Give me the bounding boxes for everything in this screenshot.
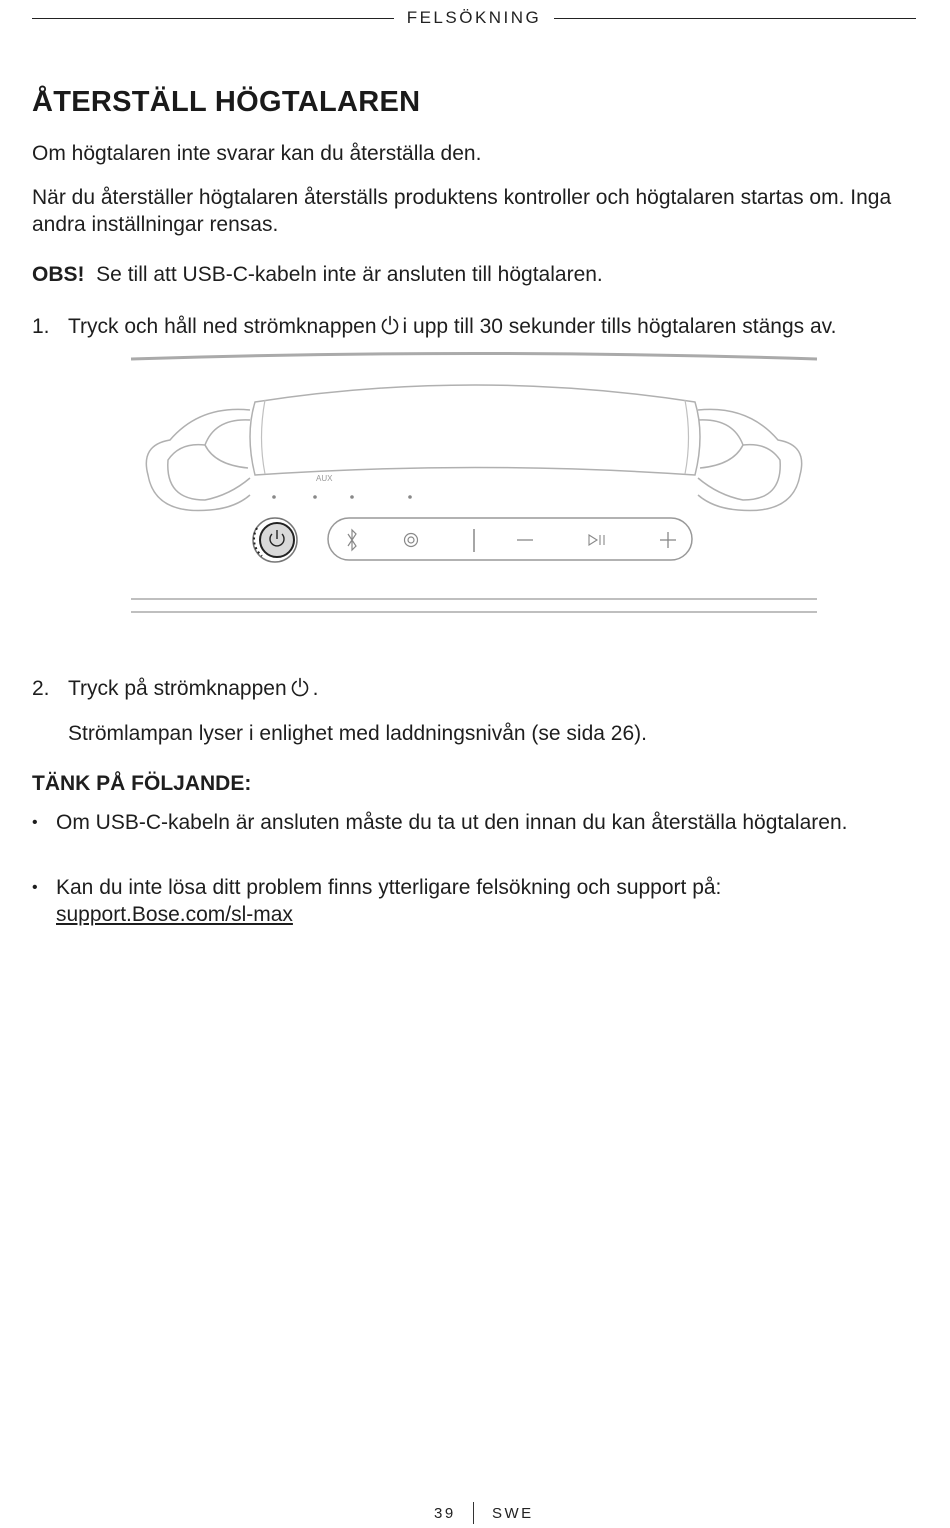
bullet-text-main: Kan du inte lösa ditt problem finns ytterligare felsökning och support på: [56, 876, 722, 899]
step-text-end: . [312, 677, 319, 700]
note [32, 261, 912, 288]
speaker-illustration [120, 350, 830, 625]
step-text-start: Tryck och håll ned strömknappen [68, 315, 377, 338]
intro-text: Om högtalaren inte svarar kan du återställa den. [32, 142, 482, 165]
page-header [32, 6, 916, 32]
section-label: FELSÖKNING [406, 8, 542, 27]
bullet-icon: • [32, 814, 38, 831]
page-title: ÅTERSTÄLL HÖGTALAREN [32, 86, 421, 118]
bullet-icon: • [32, 879, 38, 896]
step-number: 1. [32, 315, 50, 338]
footer-divider [473, 1502, 474, 1524]
step-text-start: Tryck på strömknappen [68, 677, 287, 700]
bullet-text: Om USB-C-kabeln är ansluten måste du ta ut den innan du kan återställa högtalaren. [56, 811, 848, 834]
support-link[interactable]: support.Bose.com/sl-max [56, 903, 293, 926]
note-label: OBS! [32, 263, 85, 286]
bullet-text [56, 874, 856, 928]
step-2-detail: Strömlampan lyser i enlighet med laddningsnivån (se sida 26). [68, 722, 647, 745]
step-text-end: i upp till 30 sekunder tills högtalaren stängs av. [402, 315, 837, 338]
step-text [68, 675, 319, 702]
language-code: SWE [492, 1505, 534, 1522]
step-number: 2. [32, 677, 50, 700]
consider-heading: TÄNK PÅ FÖLJANDE: [32, 772, 252, 795]
header-rule-right [554, 18, 916, 19]
note-text: Se till att USB-C-kabeln inte är ansluten till högtalaren. [96, 263, 603, 286]
power-icon [380, 315, 400, 336]
page-number: 39 [434, 1505, 456, 1522]
page-footer [0, 1502, 950, 1528]
step-text [68, 313, 836, 340]
power-icon [290, 677, 310, 698]
aux-label: AUX [316, 474, 333, 483]
description-text: När du återställer högtalaren återställs produktens kontroller och högtalaren startas om. Inga andra inställningar rensas. [32, 186, 892, 236]
